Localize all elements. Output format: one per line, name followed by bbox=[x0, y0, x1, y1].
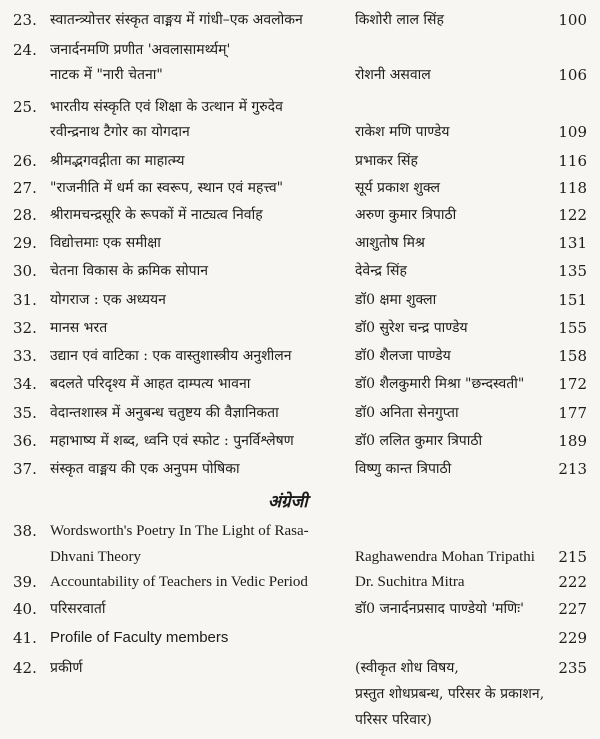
entry-page: 116 bbox=[558, 152, 587, 170]
toc-entry bbox=[0, 372, 600, 396]
entry-author: डॉ0 ललित कुमार त्रिपाठी bbox=[355, 433, 483, 449]
entry-author: अरुण कुमार त्रिपाठी bbox=[355, 207, 457, 223]
toc-entry bbox=[0, 176, 600, 200]
entry-title: जनार्दनमणि प्रणीत 'अवलासामर्थ्यम्' bbox=[50, 42, 231, 58]
toc-entry bbox=[0, 570, 600, 594]
entry-author: डॉ0 शैलकुमारी मिश्रा "छन्दस्वती" bbox=[355, 376, 525, 392]
toc-entry bbox=[0, 149, 600, 173]
entry-title-line2: नाटक में "नारी चेतना" bbox=[50, 67, 163, 83]
entry-number: 39. bbox=[13, 573, 37, 591]
entry-number: 23. bbox=[13, 11, 37, 29]
entry-title: श्रीरामचन्द्रसूरि के रूपकों में नाट्यत्व निर्वाह bbox=[50, 207, 263, 223]
toc-entry-continued bbox=[0, 682, 600, 706]
entry-author: डॉ0 क्षमा शुक्ला bbox=[355, 292, 437, 308]
entry-page: 100 bbox=[558, 11, 587, 29]
entry-number: 25. bbox=[13, 98, 37, 116]
toc-entry bbox=[0, 344, 600, 368]
entry-title: योगराज : एक अध्ययन bbox=[50, 292, 166, 308]
entry-number: 31. bbox=[13, 291, 37, 309]
entry-number: 32. bbox=[13, 319, 37, 337]
entry-number: 42. bbox=[13, 659, 37, 677]
entry-page: 106 bbox=[558, 66, 587, 84]
entry-title: महाभाष्य में शब्द, ध्वनि एवं स्फोट : पुनर्विश्लेषण bbox=[50, 433, 294, 449]
entry-author: राकेश मणि पाण्डेय bbox=[355, 124, 450, 140]
entry-number: 40. bbox=[13, 600, 37, 618]
entry-page: 131 bbox=[558, 234, 587, 252]
entry-title: भारतीय संस्कृति एवं शिक्षा के उत्थान में गुरुदेव bbox=[50, 99, 283, 115]
toc-entry bbox=[0, 259, 600, 283]
entry-title: Accountability of Teachers in Vedic Period bbox=[50, 574, 308, 590]
entry-number: 24. bbox=[13, 41, 37, 59]
entry-title-line2: रवीन्द्रनाथ टैगोर का योगदान bbox=[50, 124, 190, 140]
toc-entry bbox=[0, 597, 600, 621]
entry-page: 222 bbox=[558, 573, 587, 591]
entry-author: रोशनी असवाल bbox=[355, 67, 431, 83]
entry-page: 135 bbox=[558, 262, 587, 280]
entry-author: सूर्य प्रकाश शुक्ल bbox=[355, 180, 440, 196]
entry-author: आशुतोष मिश्र bbox=[355, 235, 425, 251]
entry-author: (स्वीकृत शोध विषय, bbox=[355, 660, 459, 676]
entry-number: 35. bbox=[13, 404, 37, 422]
entry-author: देवेन्द्र सिंह bbox=[355, 263, 407, 279]
toc-entry bbox=[0, 231, 600, 255]
toc-entry bbox=[0, 203, 600, 227]
entry-page: 189 bbox=[558, 432, 587, 450]
toc-entry-continued bbox=[0, 545, 600, 569]
entry-author: डॉ0 सुरेश चन्द्र पाण्डेय bbox=[355, 320, 468, 336]
toc-entry bbox=[0, 38, 600, 62]
entry-title: Wordsworth's Poetry In The Light of Rasa- bbox=[50, 523, 309, 539]
entry-page: 172 bbox=[558, 375, 587, 393]
toc-entry bbox=[0, 401, 600, 425]
entry-page: 122 bbox=[558, 206, 587, 224]
entry-author: Raghawendra Mohan Tripathi bbox=[355, 549, 535, 565]
entry-number: 28. bbox=[13, 206, 37, 224]
entry-author: Dr. Suchitra Mitra bbox=[355, 574, 465, 590]
entry-author: किशोरी लाल सिंह bbox=[355, 12, 444, 28]
toc-entry-continued bbox=[0, 120, 600, 144]
entry-number: 30. bbox=[13, 262, 37, 280]
entry-page: 215 bbox=[558, 548, 587, 566]
entry-number: 36. bbox=[13, 432, 37, 450]
entry-title: परिसरवार्ता bbox=[50, 601, 106, 617]
entry-number: 26. bbox=[13, 152, 37, 170]
entry-author: डॉ0 जनार्दनप्रसाद पाण्डेयो 'मणिः' bbox=[355, 601, 524, 617]
toc-entry bbox=[0, 95, 600, 119]
entry-page: 177 bbox=[558, 404, 587, 422]
entry-title: Profile of Faculty members bbox=[50, 629, 229, 646]
entry-page: 227 bbox=[558, 600, 587, 618]
toc-entry bbox=[0, 519, 600, 543]
entry-number: 27. bbox=[13, 179, 37, 197]
toc-entry bbox=[0, 626, 600, 650]
entry-author: डॉ0 शैलजा पाण्डेय bbox=[355, 348, 451, 364]
entry-number: 29. bbox=[13, 234, 37, 252]
toc-entry bbox=[0, 288, 600, 312]
entry-title: संस्कृत वाङ्मय की एक अनुपम पोषिका bbox=[50, 461, 240, 477]
toc-entry bbox=[0, 316, 600, 340]
entry-author-line3: परिसर परिवार) bbox=[355, 712, 432, 728]
toc-entry-continued bbox=[0, 63, 600, 87]
section-heading: अंग्रेजी bbox=[268, 492, 308, 512]
toc-entry bbox=[0, 457, 600, 481]
entry-page: 235 bbox=[558, 659, 587, 677]
entry-title: "राजनीति में धर्म का स्वरूप, स्थान एवं महत्त्व" bbox=[50, 180, 284, 196]
entry-author: विष्णु कान्त त्रिपाठी bbox=[355, 461, 452, 477]
entry-number: 38. bbox=[13, 522, 37, 540]
entry-title: स्वातन्त्र्योत्तर संस्कृत वाङ्मय में गांधी–एक अवलोकन bbox=[50, 12, 303, 28]
entry-title: श्रीमद्भगवद्गीता का माहात्म्य bbox=[50, 153, 185, 169]
entry-author-line2: प्रस्तुत शोधप्रबन्ध, परिसर के प्रकाशन, bbox=[355, 686, 545, 702]
entry-page: 109 bbox=[558, 123, 587, 141]
entry-title: मानस भरत bbox=[50, 320, 108, 336]
entry-page: 151 bbox=[558, 291, 587, 309]
entry-author: डॉ0 अनिता सेनगुप्ता bbox=[355, 405, 459, 421]
entry-page: 158 bbox=[558, 347, 587, 365]
entry-number: 41. bbox=[13, 629, 37, 647]
entry-number: 33. bbox=[13, 347, 37, 365]
toc-entry bbox=[0, 8, 600, 32]
entry-title: विद्योत्तमाः एक समीक्षा bbox=[50, 235, 161, 251]
entry-title: प्रकीर्ण bbox=[50, 660, 83, 676]
toc-entry bbox=[0, 429, 600, 453]
entry-page: 155 bbox=[558, 319, 587, 337]
entry-page: 213 bbox=[558, 460, 587, 478]
entry-title: चेतना विकास के क्रमिक सोपान bbox=[50, 263, 209, 279]
entry-title: बदलते परिदृश्य में आहत दाम्पत्य भावना bbox=[50, 376, 251, 392]
entry-number: 34. bbox=[13, 375, 37, 393]
entry-number: 37. bbox=[13, 460, 37, 478]
entry-title: उद्यान एवं वाटिका : एक वास्तुशास्त्रीय अनुशीलन bbox=[50, 348, 292, 364]
toc-entry bbox=[0, 656, 600, 680]
entry-page: 118 bbox=[558, 179, 587, 197]
entry-title-line2: Dhvani Theory bbox=[50, 549, 141, 565]
entry-page: 229 bbox=[558, 629, 587, 647]
entry-author: प्रभाकर सिंह bbox=[355, 153, 418, 169]
entry-title: वेदान्तशास्त्र में अनुबन्ध चतुष्टय की वैज्ञानिकता bbox=[50, 405, 279, 421]
toc-entry-continued bbox=[0, 708, 600, 732]
